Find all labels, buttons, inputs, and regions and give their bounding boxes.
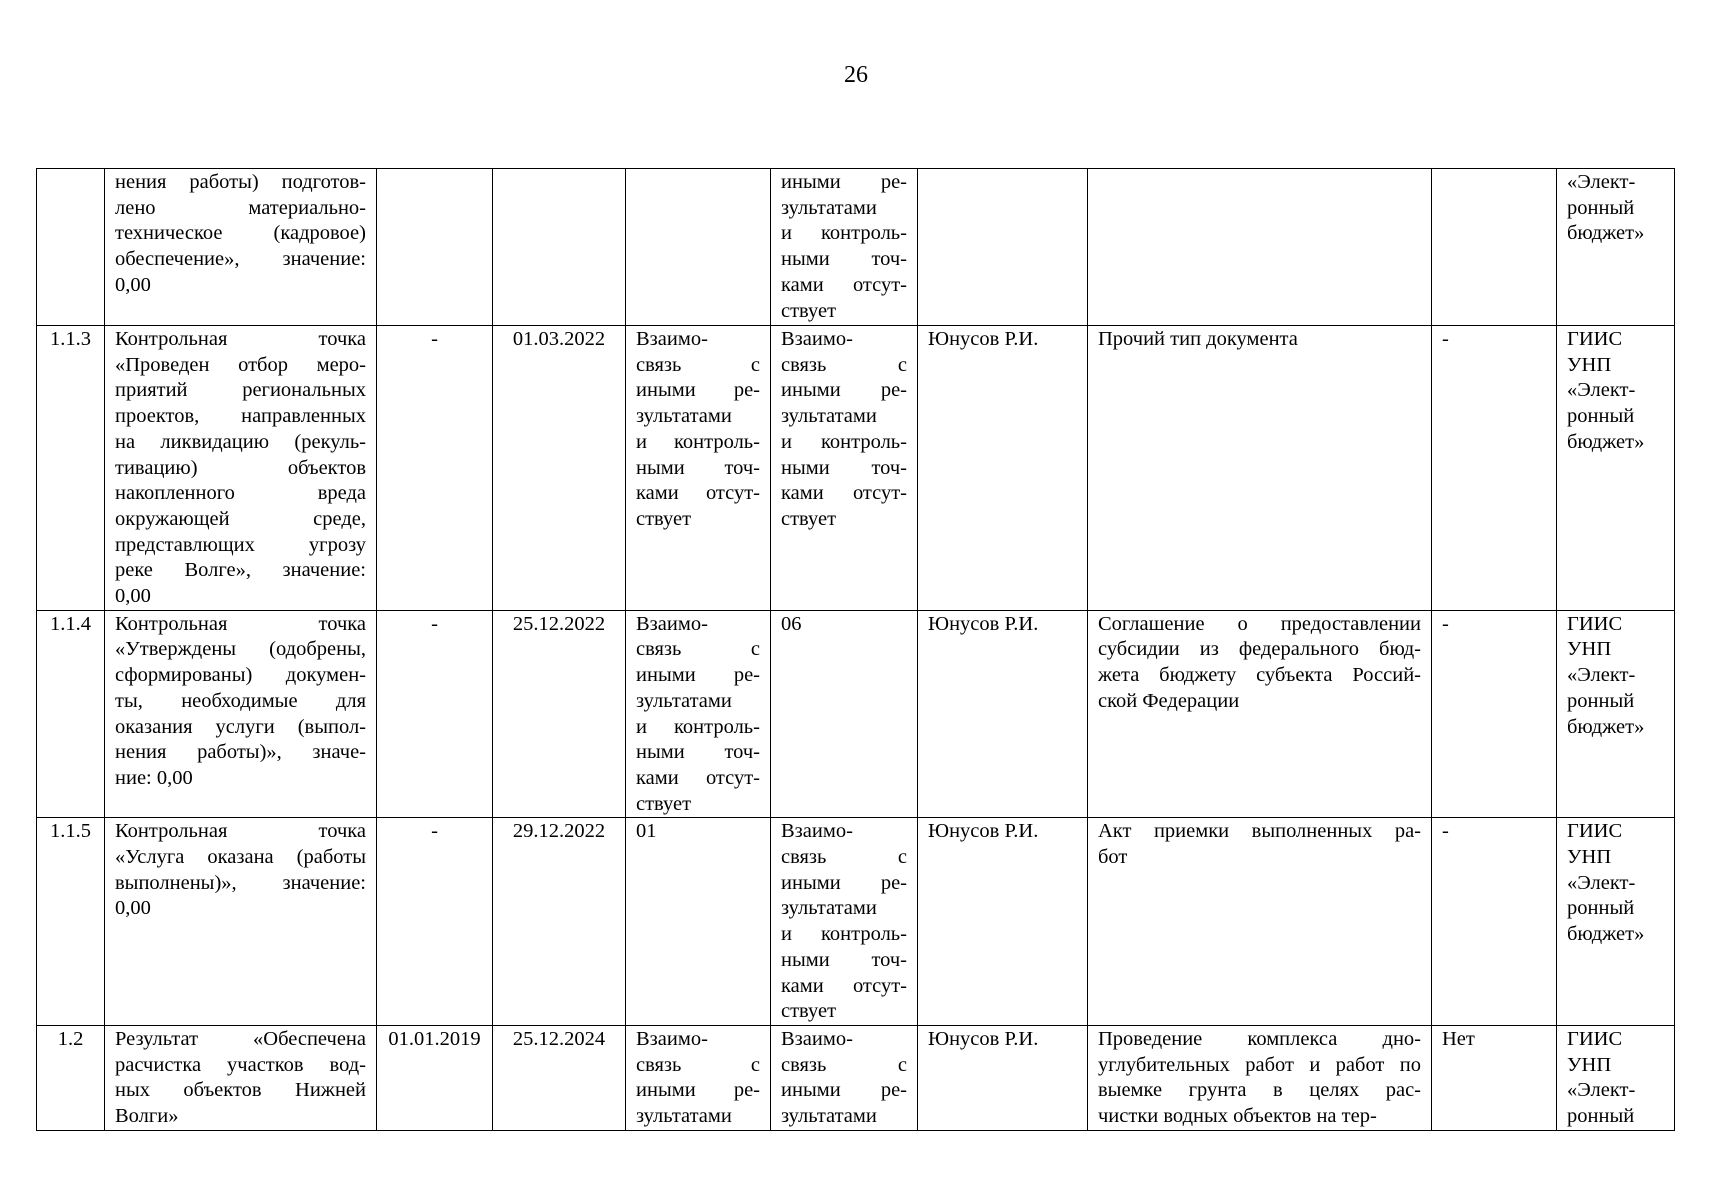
name-cell-line: «Услуга оказана (работы	[115, 846, 366, 869]
end-date-cell	[493, 169, 626, 326]
document-cell-line: Проведение комплекса дно-	[1098, 1027, 1421, 1050]
predecessors-cell-line: и контроль-	[636, 715, 760, 738]
name-cell-line: Контрольная точка	[115, 820, 366, 843]
predecessors-cell-line: ствует	[636, 507, 692, 530]
info-system-cell	[1557, 169, 1675, 326]
name-cell-line: ние: 0,00	[115, 766, 193, 789]
info-system-cell-line: бюджет»	[1567, 715, 1645, 738]
info-system-cell-line: УНП	[1567, 353, 1612, 376]
name-cell-line: Контрольная точка	[115, 328, 366, 350]
info-system-cell	[1557, 1025, 1675, 1130]
document-cell-line: углубительных работ и работ по	[1098, 1053, 1421, 1076]
name-cell-line: ты, необходимые для	[115, 689, 366, 712]
successors-cell	[771, 1025, 918, 1130]
end-date-cell: 01.03.2022	[493, 326, 626, 611]
name-cell-line: проектов, направленных	[115, 405, 366, 428]
level-cell: -	[1432, 610, 1557, 818]
start-date-cell	[377, 169, 493, 326]
successors-cell-line: Взаимо-	[781, 820, 853, 843]
successors-cell	[771, 169, 918, 326]
successors-cell	[771, 818, 918, 1026]
responsible-cell: Юнусов Р.И.	[918, 326, 1088, 611]
row-number-cell: 1.1.4	[37, 610, 105, 818]
successors-cell-line: 06	[781, 612, 802, 635]
predecessors-cell-line: связь с	[636, 1053, 760, 1076]
name-cell-line: Волги»	[115, 1105, 179, 1128]
info-system-cell	[1557, 610, 1675, 818]
name-cell-line: нения работы)», значе-	[115, 741, 366, 764]
row-number-cell: 1.1.5	[37, 818, 105, 1026]
predecessors-cell-line: ными точ-	[636, 741, 760, 764]
info-system-cell-line: ронный	[1567, 897, 1635, 920]
info-system-cell-line: «Элект-	[1567, 664, 1636, 687]
successors-cell-line: зультатами	[781, 1105, 877, 1128]
info-system-cell-line: ГИИС	[1567, 1027, 1623, 1050]
document-cell-line: Акт приемки выполненных ра-	[1098, 820, 1421, 843]
successors-cell-line: связь с	[781, 846, 907, 869]
name-cell	[105, 1025, 377, 1130]
table-row	[37, 610, 1675, 818]
info-system-cell-line: бюджет»	[1567, 923, 1645, 946]
table-row	[37, 1025, 1675, 1130]
responsible-cell: Юнусов Р.И.	[918, 1025, 1088, 1130]
start-date-cell: -	[377, 818, 493, 1026]
row-number-cell	[37, 169, 105, 326]
level-cell: -	[1432, 818, 1557, 1026]
successors-cell-line: ствует	[781, 299, 837, 322]
document-cell	[1088, 169, 1432, 326]
info-system-cell-line: ГИИС	[1567, 328, 1623, 350]
successors-cell-line: зультатами	[781, 196, 877, 219]
control-points-table	[36, 168, 1675, 1131]
successors-cell-line: иными ре-	[781, 1079, 907, 1102]
predecessors-cell-line: связь с	[636, 353, 760, 376]
table-body	[37, 169, 1675, 1131]
predecessors-cell	[626, 169, 771, 326]
page-number: 26	[844, 62, 868, 88]
predecessors-cell-line: ками отсут-	[636, 766, 760, 789]
document-cell	[1088, 818, 1432, 1026]
name-cell-line: нения работы) подготов-	[115, 171, 366, 193]
successors-cell	[771, 326, 918, 611]
document-cell-line: ской Федерации	[1098, 689, 1240, 712]
info-system-cell	[1557, 326, 1675, 611]
info-system-cell	[1557, 818, 1675, 1026]
successors-cell-line: и контроль-	[781, 430, 907, 453]
successors-cell-line: и контроль-	[781, 222, 907, 245]
start-date-cell: -	[377, 610, 493, 818]
predecessors-cell	[626, 1025, 771, 1130]
name-cell	[105, 610, 377, 818]
document-cell-line: субсидии из федерального бюд-	[1098, 638, 1421, 661]
name-cell	[105, 169, 377, 326]
row-number-cell: 1.2	[37, 1025, 105, 1130]
document-cell-line: Соглашение о предоставлении	[1098, 612, 1421, 635]
info-system-cell-line: УНП	[1567, 1053, 1612, 1076]
name-cell-line: ных объектов Нижней	[115, 1079, 366, 1102]
name-cell-line: техническое (кадровое)	[115, 222, 366, 245]
predecessors-cell-line: Взаимо-	[636, 612, 708, 635]
name-cell-line: окружающей среде,	[115, 507, 366, 530]
predecessors-cell	[626, 818, 771, 1026]
predecessors-cell	[626, 610, 771, 818]
row-number-cell: 1.1.3	[37, 326, 105, 611]
predecessors-cell-line: связь с	[636, 638, 760, 661]
responsible-cell: Юнусов Р.И.	[918, 818, 1088, 1026]
predecessors-cell	[626, 326, 771, 611]
info-system-cell-line: бюджет»	[1567, 430, 1645, 453]
end-date-cell: 25.12.2024	[493, 1025, 626, 1130]
table-row	[37, 818, 1675, 1026]
successors-cell-line: связь с	[781, 1053, 907, 1076]
name-cell-line: Контрольная точка	[115, 612, 366, 635]
document-cell-line: Прочий тип документа	[1098, 328, 1298, 350]
name-cell-line: обеспечение», значение:	[115, 248, 366, 271]
predecessors-cell-line: иными ре-	[636, 1079, 760, 1102]
successors-cell-line: и контроль-	[781, 923, 907, 946]
info-system-cell-line: «Элект-	[1567, 871, 1636, 894]
name-cell	[105, 818, 377, 1026]
successors-cell-line: Взаимо-	[781, 328, 853, 350]
successors-cell-line: ками отсут-	[781, 273, 907, 296]
info-system-cell-line: ронный	[1567, 689, 1635, 712]
start-date-cell: 01.01.2019	[377, 1025, 493, 1130]
successors-cell-line: зультатами	[781, 897, 877, 920]
info-system-cell-line: «Элект-	[1567, 379, 1636, 402]
successors-cell-line: Взаимо-	[781, 1027, 853, 1050]
predecessors-cell-line: 01	[636, 820, 657, 843]
info-system-cell-line: ГИИС	[1567, 612, 1623, 635]
name-cell-line: приятий региональных	[115, 379, 366, 402]
document-cell	[1088, 1025, 1432, 1130]
predecessors-cell-line: Взаимо-	[636, 1027, 708, 1050]
info-system-cell-line: бюджет»	[1567, 222, 1645, 245]
responsible-cell: Юнусов Р.И.	[918, 610, 1088, 818]
name-cell-line: накопленного вреда	[115, 482, 366, 505]
level-cell: -	[1432, 326, 1557, 611]
name-cell	[105, 326, 377, 611]
name-cell-line: представлющих угрозу	[115, 533, 366, 556]
info-system-cell-line: УНП	[1567, 638, 1612, 661]
name-cell-line: Результат «Обеспечена	[115, 1027, 366, 1050]
successors-cell-line: иными ре-	[781, 171, 907, 193]
successors-cell-line: иными ре-	[781, 871, 907, 894]
successors-cell-line: ками отсут-	[781, 974, 907, 997]
successors-cell-line: ными точ-	[781, 948, 907, 971]
name-cell-line: тивацию) объектов	[115, 456, 366, 479]
responsible-cell	[918, 169, 1088, 326]
successors-cell	[771, 610, 918, 818]
predecessors-cell-line: зультатами	[636, 405, 732, 428]
successors-cell-line: ствует	[781, 507, 837, 530]
predecessors-cell-line: и контроль-	[636, 430, 760, 453]
name-cell-line: «Проведен отбор меро-	[115, 353, 366, 376]
predecessors-cell-line: зультатами	[636, 689, 732, 712]
level-cell: Нет	[1432, 1025, 1557, 1130]
predecessors-cell-line: Взаимо-	[636, 328, 708, 350]
info-system-cell-line: УНП	[1567, 846, 1612, 869]
document-cell-line: выемке грунта в целях рас-	[1098, 1079, 1421, 1102]
document-cell-line: чистки водных объектов на тер-	[1098, 1105, 1377, 1128]
table-row	[37, 169, 1675, 326]
start-date-cell: -	[377, 326, 493, 611]
predecessors-cell-line: иными ре-	[636, 379, 760, 402]
name-cell-line: 0,00	[115, 585, 151, 608]
info-system-cell-line: «Элект-	[1567, 171, 1636, 193]
successors-cell-line: ными точ-	[781, 456, 907, 479]
successors-cell-line: ками отсут-	[781, 482, 907, 505]
info-system-cell-line: «Элект-	[1567, 1079, 1636, 1102]
document-cell-line: бот	[1098, 846, 1128, 869]
document-cell	[1088, 610, 1432, 818]
name-cell-line: «Утверждены (одобрены,	[115, 638, 366, 661]
successors-cell-line: ствует	[781, 1000, 837, 1023]
predecessors-cell-line: иными ре-	[636, 664, 760, 687]
name-cell-line: на ликвидацию (рекуль-	[115, 430, 366, 453]
document-cell-line: жета бюджету субъекта Россий-	[1098, 664, 1421, 687]
successors-cell-line: зультатами	[781, 405, 877, 428]
end-date-cell: 25.12.2022	[493, 610, 626, 818]
end-date-cell: 29.12.2022	[493, 818, 626, 1026]
name-cell-line: реке Волге», значение:	[115, 559, 366, 582]
predecessors-cell-line: ствует	[636, 792, 692, 815]
successors-cell-line: иными ре-	[781, 379, 907, 402]
predecessors-cell-line: зультатами	[636, 1105, 732, 1128]
predecessors-cell-line: ками отсут-	[636, 482, 760, 505]
name-cell-line: 0,00	[115, 897, 151, 920]
successors-cell-line: ными точ-	[781, 248, 907, 271]
name-cell-line: выполнены)», значение:	[115, 871, 366, 894]
info-system-cell-line: ронный	[1567, 1105, 1635, 1128]
predecessors-cell-line: ными точ-	[636, 456, 760, 479]
name-cell-line: сформированы) докумен-	[115, 664, 366, 687]
info-system-cell-line: ГИИС	[1567, 820, 1623, 843]
name-cell-line: лено материально-	[115, 196, 366, 219]
level-cell	[1432, 169, 1557, 326]
info-system-cell-line: ронный	[1567, 405, 1635, 428]
name-cell-line: 0,00	[115, 273, 151, 296]
successors-cell-line: связь с	[781, 353, 907, 376]
document-cell	[1088, 326, 1432, 611]
name-cell-line: расчистка участков вод-	[115, 1053, 366, 1076]
info-system-cell-line: ронный	[1567, 196, 1635, 219]
name-cell-line: оказания услуги (выпол-	[115, 715, 366, 738]
table-row	[37, 326, 1675, 611]
